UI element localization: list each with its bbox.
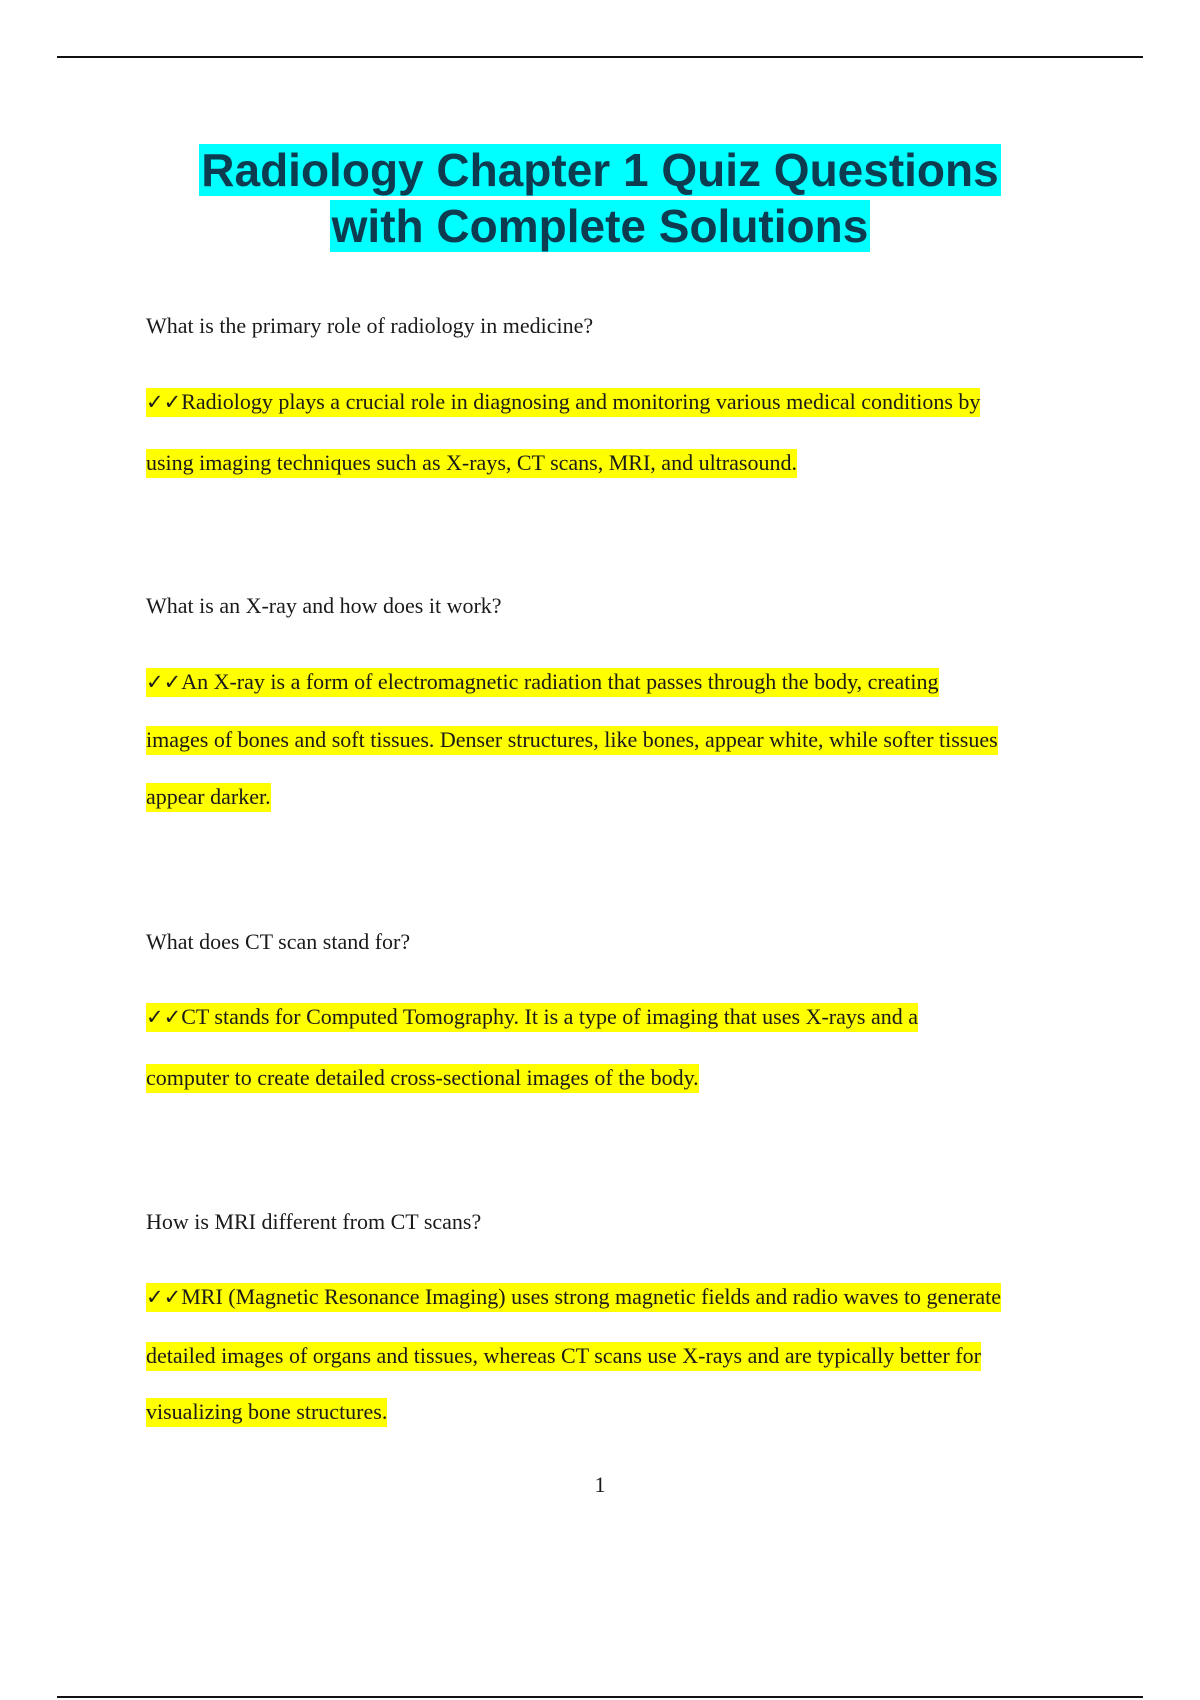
answer-line: images of bones and soft tissues. Denser structures, like bones, appear white, while softer tissues xyxy=(146,725,998,755)
bottom-rule xyxy=(57,1696,1143,1698)
check-icon: ✓✓ xyxy=(146,389,181,417)
check-icon: ✓✓ xyxy=(146,1284,181,1312)
answer-line: ✓✓An X-ray is a form of electromagnetic radiation that passes through the body, creating xyxy=(146,667,939,697)
document-title xyxy=(0,142,1200,254)
question-3: What does CT scan stand for? xyxy=(146,929,411,954)
question-1: What is the primary role of radiology in medicine? xyxy=(146,313,594,338)
question-4: How is MRI different from CT scans? xyxy=(146,1209,482,1234)
title-line-1: Radiology Chapter 1 Quiz Questions xyxy=(201,144,999,196)
answer-line: computer to create detailed cross-sectional images of the body. xyxy=(146,1063,699,1093)
answer-line: ✓✓MRI (Magnetic Resonance Imaging) uses strong magnetic fields and radio waves to generate xyxy=(146,1282,1001,1312)
check-icon: ✓✓ xyxy=(146,669,181,697)
answer-line: appear darker. xyxy=(146,782,271,812)
top-rule xyxy=(57,56,1143,58)
page-number: 1 xyxy=(594,1472,606,1497)
answer-line: using imaging techniques such as X-rays, CT scans, MRI, and ultrasound. xyxy=(146,448,797,478)
answer-line: ✓✓CT stands for Computed Tomography. It is a type of imaging that uses X-rays and a xyxy=(146,1002,918,1032)
answer-line: ✓✓Radiology plays a crucial role in diagnosing and monitoring various medical conditions by xyxy=(146,387,980,417)
question-2: What is an X-ray and how does it work? xyxy=(146,593,502,618)
answer-line: detailed images of organs and tissues, whereas CT scans use X-rays and are typically better for xyxy=(146,1341,981,1371)
title-line-2: with Complete Solutions xyxy=(331,200,869,252)
answer-line: visualizing bone structures. xyxy=(146,1397,387,1427)
check-icon: ✓✓ xyxy=(146,1004,181,1032)
